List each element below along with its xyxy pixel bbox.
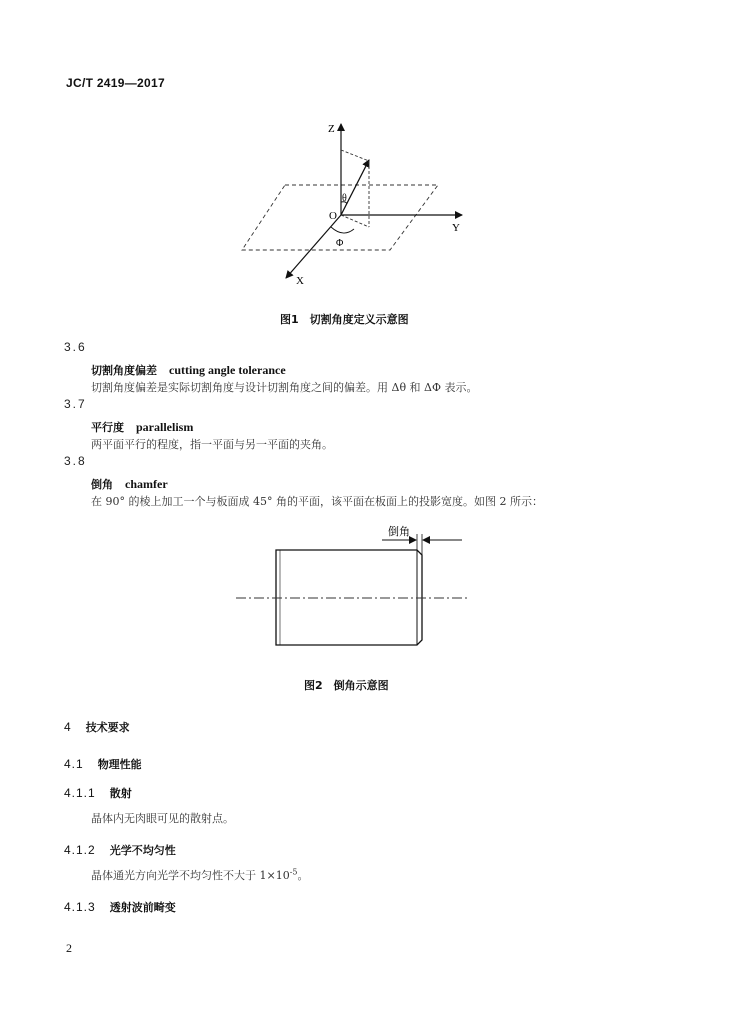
section-3-7-definition: 两平面平行的程度，指一平面与另一平面的夹角。 xyxy=(91,438,333,451)
figure1-x-axis xyxy=(286,215,344,278)
section-4-1-heading xyxy=(64,753,142,772)
section-4-1-number: 4.1 xyxy=(64,757,84,771)
section-3-7-term-cn: 平行度 xyxy=(91,421,124,434)
section-4-heading xyxy=(64,716,130,735)
section-4-1-2-title: 光学不均匀性 xyxy=(109,844,176,857)
section-4-number: 4 xyxy=(64,720,72,734)
section-3-8-definition: 在 90° 的棱上加工一个与板面成 45° 角的平面，该平面在板面上的投影宽度。如图 2 所示： xyxy=(91,495,543,508)
section-4-1-2-text xyxy=(91,867,309,883)
section-3-8-term-cn: 倒角 xyxy=(91,478,113,491)
section-4-1-2-heading xyxy=(64,839,176,858)
section-3-7-number: 3.7 xyxy=(64,397,87,411)
figure1-label-origin: O xyxy=(329,210,337,222)
section-4-1-2-text-exponent: -5 xyxy=(289,867,298,877)
figure1-label-y: Y xyxy=(452,222,460,234)
figure2-diagram xyxy=(230,520,475,655)
section-4-1-1-heading xyxy=(64,782,132,801)
section-4-1-2-text-prefix: 晶体通光方向光学不均匀性不大于 1×10 xyxy=(91,869,290,882)
figure1-diagram xyxy=(230,118,480,290)
figure1-vector xyxy=(341,160,369,215)
section-4-1-1-text: 晶体内无肉眼可见的散射点。 xyxy=(91,812,234,825)
figure1-label-theta: θ xyxy=(342,193,347,204)
figure1-label-z: Z xyxy=(328,123,335,135)
section-3-8-number: 3.8 xyxy=(64,454,87,468)
section-3-6-term xyxy=(91,359,286,378)
section-4-title: 技术要求 xyxy=(85,721,130,734)
section-3-6-number: 3.6 xyxy=(64,340,87,354)
section-3-8-term-en: chamfer xyxy=(125,477,168,491)
figure2-caption: 图2 倒角示意图 xyxy=(304,679,389,692)
section-3-6-term-en: cutting angle tolerance xyxy=(169,363,286,377)
figure2-part-outline xyxy=(276,550,422,645)
section-4-1-1-number: 4.1.1 xyxy=(64,786,96,800)
section-4-1-2-number: 4.1.2 xyxy=(64,843,96,857)
section-3-8-term xyxy=(91,473,168,492)
figure1-label-phi: Φ xyxy=(336,238,344,249)
section-4-1-title: 物理性能 xyxy=(97,758,142,771)
section-3-6-term-cn: 切割角度偏差 xyxy=(91,364,157,377)
section-4-1-1-title: 散射 xyxy=(109,787,132,800)
page-number: 2 xyxy=(66,941,72,955)
standard-code: JC/T 2419—2017 xyxy=(66,76,165,90)
section-4-1-3-title: 透射波前畸变 xyxy=(109,901,176,914)
section-3-7-term-en: parallelism xyxy=(136,420,194,434)
figure1-label-x: X xyxy=(296,275,304,287)
section-3-7-term xyxy=(91,416,193,435)
section-3-6-definition: 切割角度偏差是实际切割角度与设计切割角度之间的偏差。用 Δθ 和 ΔΦ 表示。 xyxy=(91,381,478,394)
section-4-1-3-number: 4.1.3 xyxy=(64,900,96,914)
figure1-caption: 图1 切割角度定义示意图 xyxy=(280,313,409,326)
figure2-dimension-label: 倒角 xyxy=(388,525,410,538)
section-4-1-2-text-suffix: 。 xyxy=(297,869,309,882)
section-4-1-3-heading xyxy=(64,896,176,915)
